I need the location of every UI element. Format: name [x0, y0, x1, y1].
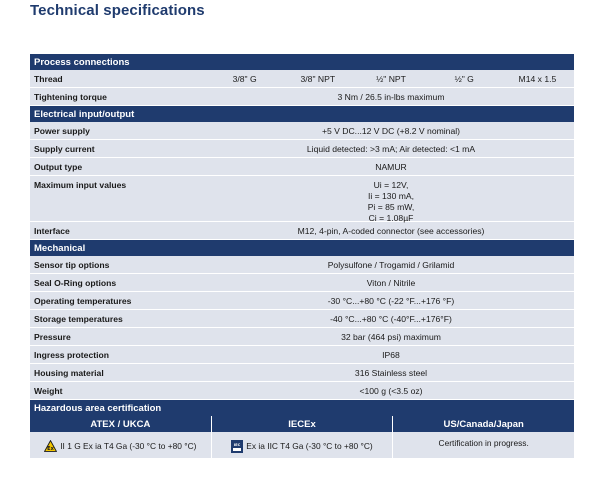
row-ingress	[30, 346, 574, 364]
thread-option: 3/8" NPT	[300, 73, 336, 84]
thread-option: M14 x 1.5	[518, 73, 557, 84]
iecex-cell	[211, 432, 393, 458]
us-cell	[392, 432, 574, 458]
section-header-hazardous: Hazardous area certification	[30, 400, 574, 416]
value-line: Pi = 85 mW,	[367, 202, 415, 212]
row-label: Operating temperatures	[34, 295, 132, 306]
column-header-us: US/Canada/Japan	[392, 416, 574, 432]
row-value: M12, 4-pin, A-coded connector (see accessories)	[297, 225, 485, 236]
atex-value: II 1 G Ex ia T4 Ga (-30 °C to +80 °C)	[60, 441, 197, 451]
row-value	[208, 180, 574, 224]
thread-option: ½" NPT	[376, 73, 406, 84]
row-value: <100 g (<3.5 oz)	[359, 385, 423, 396]
row-value: Polysulfone / Trogamid / Grilamid	[327, 259, 455, 270]
value-line: Ii = 130 mA,	[367, 191, 415, 201]
row-max-input	[30, 176, 574, 222]
row-value: NAMUR	[375, 161, 407, 172]
row-seal	[30, 274, 574, 292]
section-header-mechanical: Mechanical	[30, 240, 574, 256]
column-header-iecex: IECEx	[211, 416, 393, 432]
row-label: Seal O-Ring options	[34, 277, 117, 288]
thread-options	[208, 74, 574, 84]
row-weight	[30, 382, 574, 400]
row-tip	[30, 256, 574, 274]
row-pressure	[30, 328, 574, 346]
row-label: Housing material	[34, 367, 104, 378]
row-label: Tightening torque	[34, 91, 107, 102]
thread-option: ½" G	[454, 73, 474, 84]
svg-text:Ex: Ex	[47, 446, 55, 452]
page-title: Technical specifications	[30, 2, 205, 19]
ex-hazard-icon	[44, 440, 57, 452]
section-header-electrical: Electrical input/output	[30, 106, 574, 122]
row-thread	[30, 70, 574, 88]
row-label: Interface	[34, 225, 70, 236]
row-torque	[30, 88, 574, 106]
row-value: Liquid detected: >3 mA; Air detected: <1 mA	[306, 143, 476, 154]
row-power	[30, 122, 574, 140]
row-label: Weight	[34, 385, 63, 396]
section-header-process: Process connections	[30, 54, 574, 70]
row-value: 32 bar (464 psi) maximum	[341, 331, 441, 342]
iec-badge-icon	[231, 440, 243, 453]
row-value: 3 Nm / 26.5 in-lbs maximum	[337, 91, 445, 102]
row-value: -40 °C...+80 °C (-40°F...+176°F)	[330, 313, 452, 324]
row-label: Storage temperatures	[34, 313, 123, 324]
row-label: Output type	[34, 161, 83, 172]
row-value: -30 °C...+80 °C (-22 °F...+176 °F)	[327, 295, 455, 306]
row-label: Pressure	[34, 331, 71, 342]
spec-table	[30, 54, 574, 458]
atex-cell	[30, 432, 211, 458]
row-value: IP68	[382, 349, 400, 360]
row-value: 316 Stainless steel	[354, 367, 428, 378]
row-output	[30, 158, 574, 176]
row-st-temp	[30, 310, 574, 328]
iecex-value: Ex ia IIC T4 Ga (-30 °C to +80 °C)	[246, 441, 373, 451]
row-value: Viton / Nitrile	[366, 277, 416, 288]
row-housing	[30, 364, 574, 382]
thread-option: 3/8" G	[232, 73, 257, 84]
us-value: Certification in progress.	[438, 438, 529, 448]
value-line: Ui = 12V,	[373, 180, 409, 190]
value-line: Ci = 1.08µF	[368, 213, 414, 223]
row-value: +5 V DC...12 V DC (+8.2 V nominal)	[321, 125, 461, 136]
row-label: Ingress protection	[34, 349, 109, 360]
row-label: Maximum input values	[34, 180, 127, 190]
row-label: Power supply	[34, 125, 90, 136]
column-header-atex: ATEX / UKCA	[90, 418, 151, 430]
certification-column-headers	[30, 416, 574, 432]
certification-values	[30, 432, 574, 458]
row-current	[30, 140, 574, 158]
row-interface	[30, 222, 574, 240]
row-label: Sensor tip options	[34, 259, 110, 270]
row-label: Thread	[34, 73, 63, 84]
iec-badge-text: IEC	[234, 442, 241, 447]
row-op-temp	[30, 292, 574, 310]
row-label: Supply current	[34, 143, 95, 154]
